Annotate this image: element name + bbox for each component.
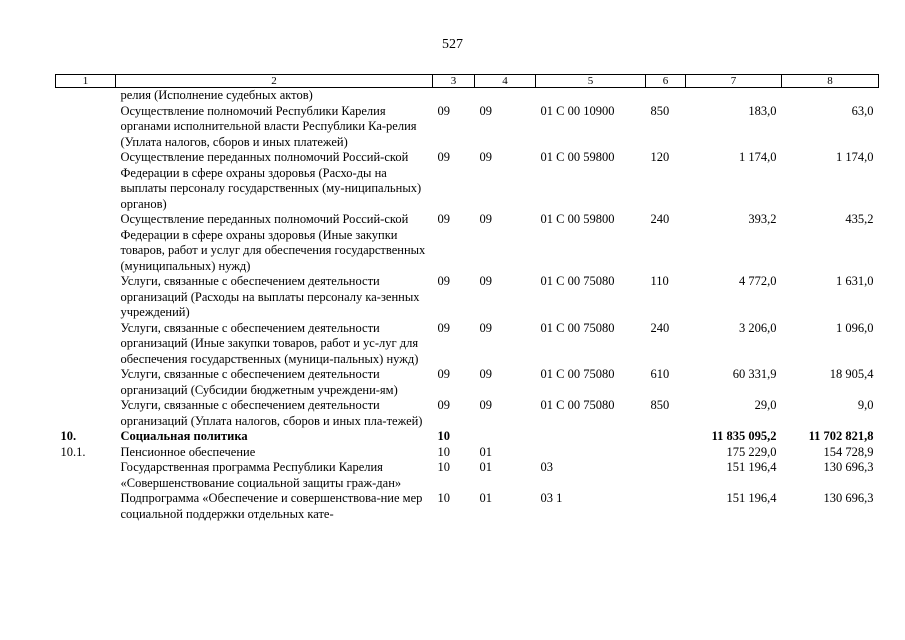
row-amount-2: 1 096,0 <box>836 320 874 335</box>
row-name: Осуществление переданных полномочий Россий-ской Федерации в сфере охраны здоровья (Иные закупки товаров, работ и услуг для обеспечения государственных (муниципальных) нужд) <box>120 212 426 273</box>
row-expense-type <box>646 445 686 461</box>
row-subsection-code <box>475 429 536 445</box>
row-name: Подпрограмма «Обеспечение и совершенствова-ние мер социальной поддержки отдельных кате- <box>120 491 423 521</box>
row-number <box>56 460 116 491</box>
column-header: 7 <box>686 75 782 88</box>
row-target-article: 01 С 00 10900 <box>540 103 615 118</box>
row-number <box>56 88 116 104</box>
row-subsection-code: 09 <box>479 103 492 118</box>
header-row <box>56 75 879 88</box>
row-name: Услуги, связанные с обеспечением деятельности организаций (Иные закупки товаров, работ и ус-луг для обеспечения государственных (муници-пальных) нужд) <box>120 320 419 366</box>
row-amount-1: 151 196,4 <box>726 491 777 505</box>
column-header: 5 <box>536 75 646 88</box>
row-section-code: 09 <box>437 103 450 118</box>
row-amount-2: 9,0 <box>857 398 874 412</box>
row-target-article: 01 С 00 75080 <box>540 274 615 288</box>
row-amount-1: 393,2 <box>748 212 777 226</box>
row-subsection-code: 01 <box>479 460 492 474</box>
row-target-article: 01 С 00 75080 <box>540 320 615 335</box>
row-amount-1: 11 835 095,2 <box>711 429 777 443</box>
row-section-code: 09 <box>437 367 450 381</box>
row-amount-2: 1 174,0 <box>836 150 874 164</box>
row-subsection-code: 09 <box>479 212 492 226</box>
row-subsection-code: 09 <box>479 320 492 335</box>
row-section-code: 10 <box>437 444 450 459</box>
row-expense-type: 110 <box>650 274 669 288</box>
row-section-code: 09 <box>437 320 450 335</box>
row-amount-2: 435,2 <box>845 212 874 226</box>
row-amount-2: 11 702 821,8 <box>808 429 874 443</box>
row-section-code: 09 <box>437 274 450 288</box>
row-subsection-code <box>475 88 536 104</box>
row-amount-1: 151 196,4 <box>726 460 777 474</box>
table-row <box>56 88 879 104</box>
row-expense-type <box>646 88 686 104</box>
row-expense-type: 240 <box>650 212 670 226</box>
row-expense-type: 610 <box>650 367 670 381</box>
row-target-article: 01 С 00 59800 <box>540 150 615 164</box>
column-header: 3 <box>433 75 475 88</box>
row-number <box>56 321 116 368</box>
column-header: 6 <box>646 75 686 88</box>
table-row <box>56 445 879 461</box>
row-amount-1: 29,0 <box>754 398 777 412</box>
row-expense-type <box>646 429 686 445</box>
row-amount-1: 3 206,0 <box>739 320 777 335</box>
row-section-code: 10 <box>437 460 450 474</box>
row-target-article <box>536 88 646 104</box>
row-subsection-code: 09 <box>479 274 492 288</box>
row-name: Услуги, связанные с обеспечением деятельности организаций (Субсидии бюджетным учреждени-ям) <box>120 367 398 397</box>
row-section-code: 09 <box>437 398 450 412</box>
row-amount-2: 63,0 <box>851 103 874 118</box>
row-section-code: 09 <box>437 150 450 164</box>
row-section-code: 09 <box>437 212 450 226</box>
row-amount-1: 1 174,0 <box>739 150 777 164</box>
row-name: Осуществление переданных полномочий Россий-ской Федерации в сфере охраны здоровья (Расхо-ды на выплаты персоналу государственных (му-ниципальных) органов) <box>120 150 422 211</box>
row-amount-2: 130 696,3 <box>823 491 874 505</box>
table-row <box>56 274 879 321</box>
row-amount-2: 130 696,3 <box>823 460 874 474</box>
row-subsection-code: 01 <box>479 491 492 505</box>
row-subsection-code: 09 <box>479 398 492 412</box>
row-name: Государственная программа Республики Карелия «Совершенствование социальной защиты граж-дан» <box>120 460 402 490</box>
row-subsection-code: 09 <box>479 150 492 164</box>
row-target-article <box>536 445 646 461</box>
row-number <box>56 398 116 429</box>
row-expense-type: 240 <box>650 320 670 335</box>
row-expense-type <box>646 491 686 522</box>
column-header: 1 <box>56 75 116 88</box>
page-number: 527 <box>442 37 463 52</box>
row-number <box>56 367 116 398</box>
row-name: релия (Исполнение судебных актов) <box>120 88 313 102</box>
row-number: 10.1. <box>60 444 86 459</box>
row-amount-1: 175 229,0 <box>726 444 777 459</box>
row-section-code: 10 <box>437 491 450 505</box>
row-target-article: 01 С 00 75080 <box>540 398 615 412</box>
row-name: Осуществление полномочий Республики Карелия органами исполнительной власти Республики Ка-релия (Уплата налогов, сборов и иных платежей) <box>120 103 417 149</box>
row-name: Пенсионное обеспечение <box>120 444 256 459</box>
column-header: 4 <box>475 75 536 88</box>
row-amount-2 <box>782 88 879 104</box>
row-number <box>56 274 116 321</box>
budget-table <box>55 74 879 522</box>
table-row <box>56 367 879 398</box>
row-name: Услуги, связанные с обеспечением деятельности организаций (Уплата налогов, сборов и иных пла-тежей) <box>120 398 423 428</box>
row-name: Социальная политика <box>120 429 248 443</box>
table-row <box>56 104 879 151</box>
row-target-article <box>536 429 646 445</box>
row-subsection-code: 09 <box>479 367 492 381</box>
table-row <box>56 321 879 368</box>
row-target-article: 03 <box>540 460 553 474</box>
row-section-code <box>433 88 475 104</box>
row-number <box>56 212 116 274</box>
table-body <box>56 88 879 523</box>
row-expense-type <box>646 460 686 491</box>
table-row <box>56 491 879 522</box>
table-row <box>56 212 879 274</box>
row-amount-1: 183,0 <box>748 103 777 118</box>
row-amount-2: 1 631,0 <box>836 274 874 288</box>
row-expense-type: 120 <box>650 150 670 164</box>
row-target-article: 01 С 00 75080 <box>540 367 615 381</box>
row-amount-1 <box>686 88 782 104</box>
column-header: 8 <box>782 75 879 88</box>
row-expense-type: 850 <box>650 103 670 118</box>
row-subsection-code: 01 <box>479 444 492 459</box>
row-amount-1: 4 772,0 <box>739 274 777 288</box>
row-number <box>56 104 116 151</box>
row-section-code: 10 <box>437 429 450 443</box>
row-name: Услуги, связанные с обеспечением деятельности организаций (Расходы на выплаты персоналу ка-зенных учреждений) <box>120 274 420 319</box>
row-target-article: 01 С 00 59800 <box>540 212 615 226</box>
column-header: 2 <box>116 75 433 88</box>
row-target-article: 03 1 <box>540 491 563 505</box>
row-amount-2: 18 905,4 <box>829 367 874 381</box>
table-row <box>56 460 879 491</box>
table-row <box>56 429 879 445</box>
row-amount-1: 60 331,9 <box>732 367 777 381</box>
row-expense-type: 850 <box>650 398 670 412</box>
table-header <box>56 75 879 88</box>
table-row <box>56 150 879 212</box>
row-number <box>56 491 116 522</box>
row-number: 10. <box>60 429 77 443</box>
row-number <box>56 150 116 212</box>
table-row <box>56 398 879 429</box>
row-amount-2: 154 728,9 <box>823 444 874 459</box>
